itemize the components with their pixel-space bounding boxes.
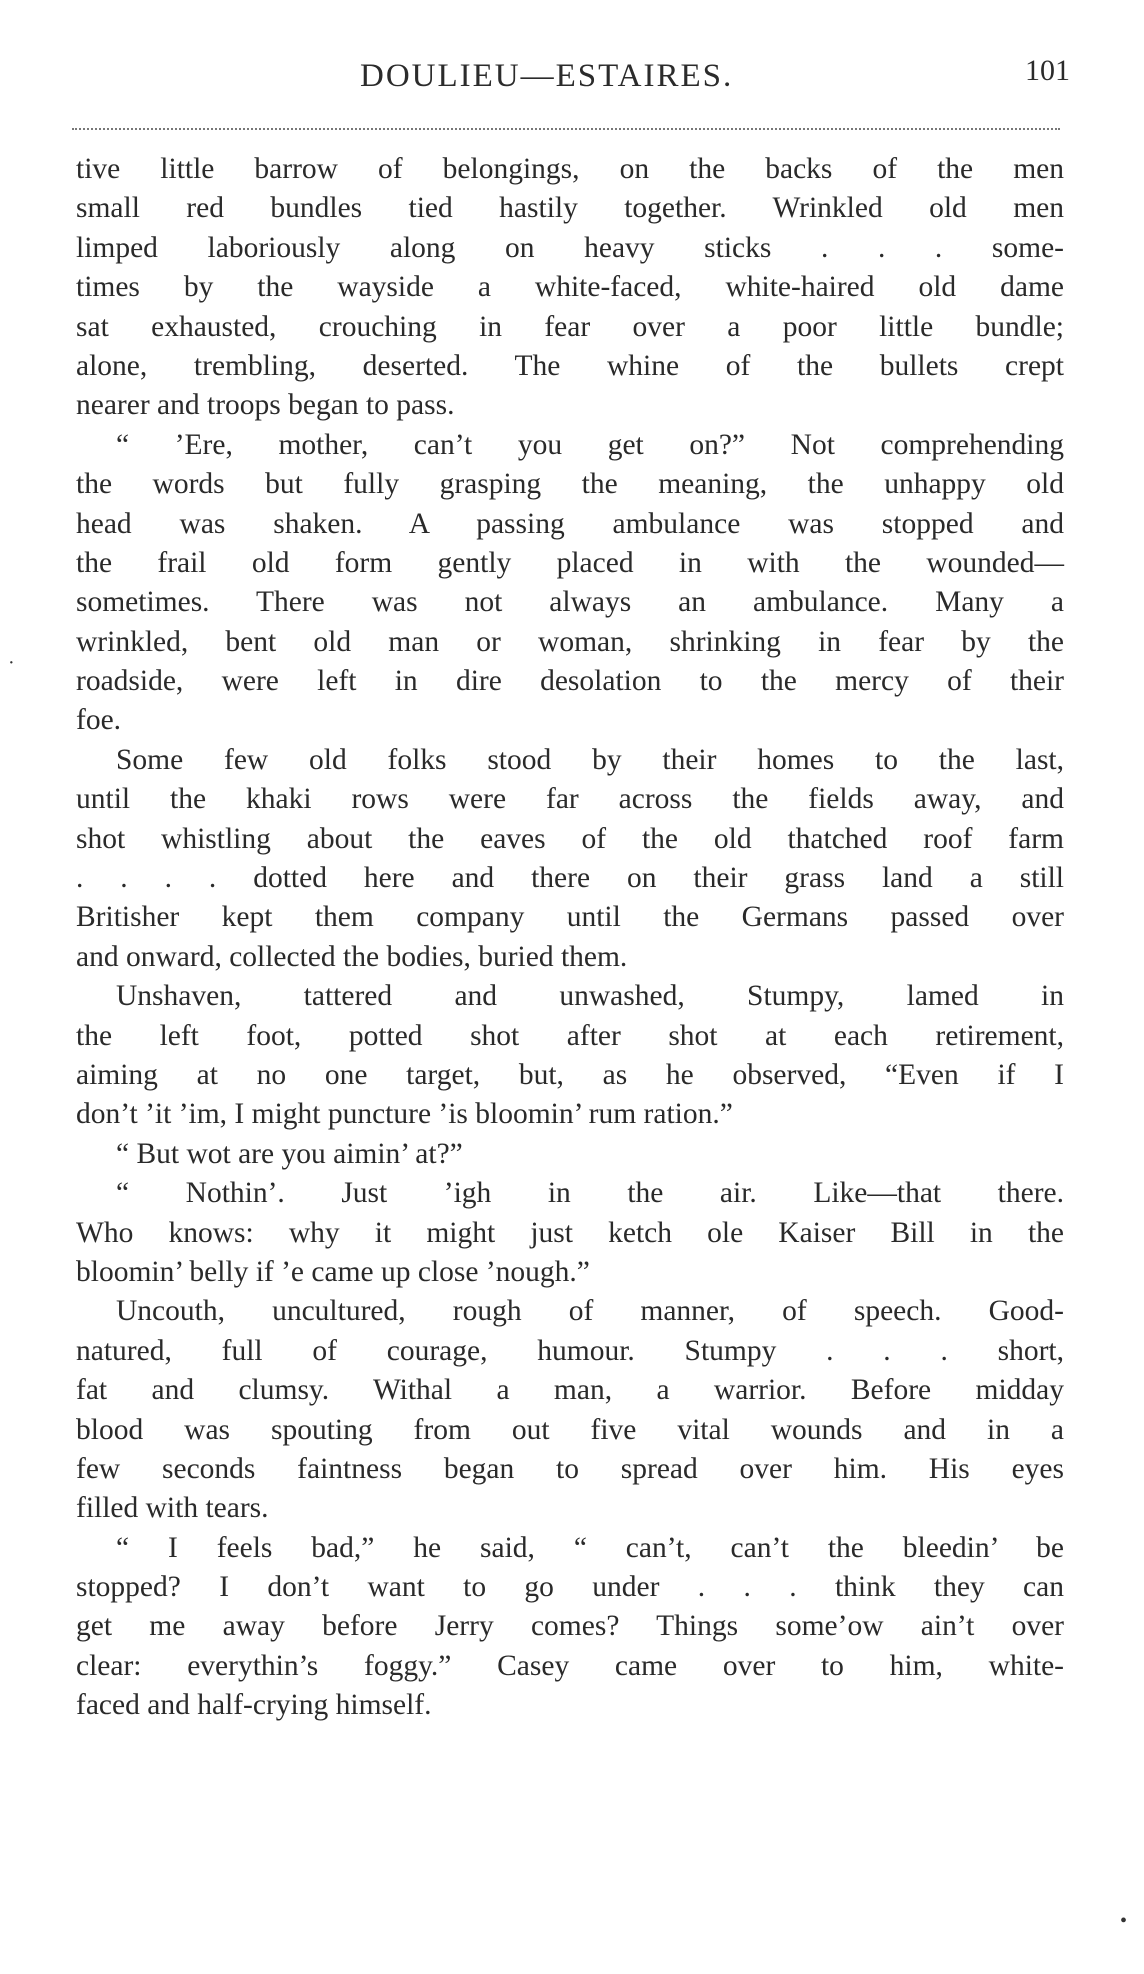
margin-dot: · — [8, 652, 15, 674]
text-line: “ Nothin’. Just ’igh in the air. Like—that there. — [116, 1177, 1064, 1210]
text-line: until the khaki rows were far across the fields away, and — [76, 783, 1064, 816]
text-line: fat and clumsy. Withal a man, a warrior. Before midday — [76, 1374, 1064, 1407]
text-line: “ I feels bad,” he said, “ can’t, can’t the bleedin’ be — [116, 1531, 1064, 1564]
text-line: Unshaven, tattered and unwashed, Stumpy, lamed in — [116, 980, 1064, 1013]
text-line: get me away before Jerry comes? Things some’ow ain’t over — [76, 1610, 1064, 1643]
body-text — [76, 150, 1064, 1726]
text-line: . . . . dotted here and there on their grass land a still — [76, 862, 1064, 895]
text-line: faced and half-crying himself. — [76, 1689, 432, 1722]
text-line: the words but fully grasping the meaning, the unhappy old — [76, 468, 1064, 501]
running-head: DOULIEU—ESTAIRES. — [360, 58, 734, 94]
text-line: the left foot, potted shot after shot at each retirement, — [76, 1019, 1064, 1052]
text-line: wrinkled, bent old man or woman, shrinking in fear by the — [76, 625, 1064, 658]
text-line: shot whistling about the eaves of the old thatched roof farm — [76, 822, 1064, 855]
text-line: natured, full of courage, humour. Stumpy . . . short, — [76, 1334, 1064, 1367]
text-line: head was shaken. A passing ambulance was stopped and — [76, 507, 1064, 540]
text-line: foe. — [76, 704, 122, 737]
text-line: times by the wayside a white-faced, white-haired old dame — [76, 271, 1064, 304]
page-number: 101 — [1025, 54, 1070, 87]
text-line: bloomin’ belly if ’e came up close ’nough.” — [76, 1255, 590, 1288]
text-line: Britisher kept them company until the Germans passed over — [76, 901, 1064, 934]
page-header — [70, 54, 1070, 108]
text-line: filled with tears. — [76, 1492, 269, 1525]
text-line: small red bundles tied hastily together. Wrinkled old men — [76, 192, 1064, 225]
text-line: “ But wot are you aimin’ at?” — [116, 1137, 463, 1170]
text-line: “ ’Ere, mother, can’t you get on?” Not comprehending — [116, 428, 1064, 461]
text-line: Some few old folks stood by their homes to the last, — [116, 743, 1064, 776]
text-line: nearer and troops began to pass. — [76, 389, 455, 422]
text-line: tive little barrow of belongings, on the backs of the men — [76, 153, 1064, 185]
text-line: the frail old form gently placed in with the wounded— — [76, 546, 1064, 579]
text-line: few seconds faintness began to spread over him. His eyes — [76, 1452, 1064, 1485]
text-line: limped laboriously along on heavy sticks . . . some- — [76, 231, 1064, 264]
text-line: don’t ’it ’im, I might puncture ’is bloomin’ rum ration.” — [76, 1098, 733, 1131]
text-line: sat exhausted, crouching in fear over a poor little bundle; — [76, 310, 1064, 343]
margin-dot: • — [1120, 1910, 1128, 1932]
text-line: blood was spouting from out five vital wounds and in a — [76, 1413, 1064, 1446]
text-line: sometimes. There was not always an ambulance. Many a — [76, 586, 1064, 619]
text-line: Who knows: why it might just ketch ole Kaiser Bill in the — [76, 1216, 1064, 1249]
text-line: clear: everythin’s foggy.” Casey came over to him, white- — [76, 1649, 1064, 1682]
text-line: roadside, were left in dire desolation to the mercy of their — [76, 665, 1064, 698]
text-line: stopped? I don’t want to go under . . . think they can — [76, 1571, 1064, 1604]
text-line: Uncouth, uncultured, rough of manner, of speech. Good- — [116, 1295, 1064, 1328]
text-line: and onward, collected the bodies, buried them. — [76, 940, 628, 973]
text-line: alone, trembling, deserted. The whine of the bullets crept — [76, 349, 1064, 382]
header-rule — [72, 128, 1060, 130]
text-line: aiming at no one target, but, as he observed, “Even if I — [76, 1058, 1064, 1091]
